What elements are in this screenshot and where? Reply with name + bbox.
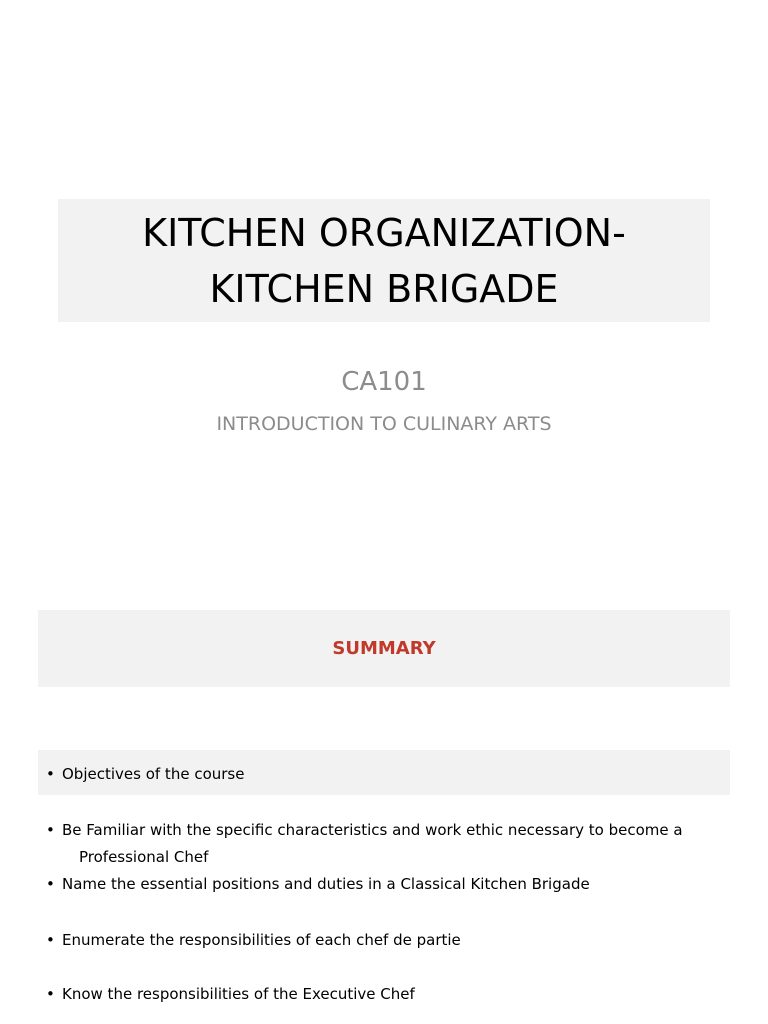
summary-box bbox=[38, 610, 730, 687]
objective-item bbox=[46, 927, 716, 954]
bullet-icon: • bbox=[46, 821, 55, 839]
title-box bbox=[58, 199, 710, 322]
objective-text: Be Familiar with the specific characteristics and work ethic necessary to become a bbox=[62, 821, 683, 839]
objective-item bbox=[46, 871, 716, 898]
objectives-header bbox=[46, 761, 716, 788]
objective-item bbox=[46, 981, 716, 1008]
bullet-icon: • bbox=[46, 765, 55, 783]
objective-text: Enumerate the responsibilities of each chef de partie bbox=[62, 931, 461, 949]
course-code: CA101 bbox=[341, 367, 427, 397]
objective-item bbox=[46, 817, 716, 871]
summary-heading: SUMMARY bbox=[332, 638, 436, 659]
title-line-1: KITCHEN ORGANIZATION- bbox=[142, 210, 626, 255]
bullet-icon: • bbox=[46, 931, 55, 949]
bullet-icon: • bbox=[46, 875, 55, 893]
objectives-header-text: Objectives of the course bbox=[62, 765, 245, 783]
course-name: INTRODUCTION TO CULINARY ARTS bbox=[216, 413, 552, 435]
objective-text: Know the responsibilities of the Executive Chef bbox=[62, 985, 415, 1003]
bullet-icon: • bbox=[46, 985, 55, 1003]
title-line-2: KITCHEN BRIGADE bbox=[209, 266, 559, 311]
objective-text-continued: Professional Chef bbox=[79, 848, 209, 866]
objective-text: Name the essential positions and duties in a Classical Kitchen Brigade bbox=[62, 875, 590, 893]
